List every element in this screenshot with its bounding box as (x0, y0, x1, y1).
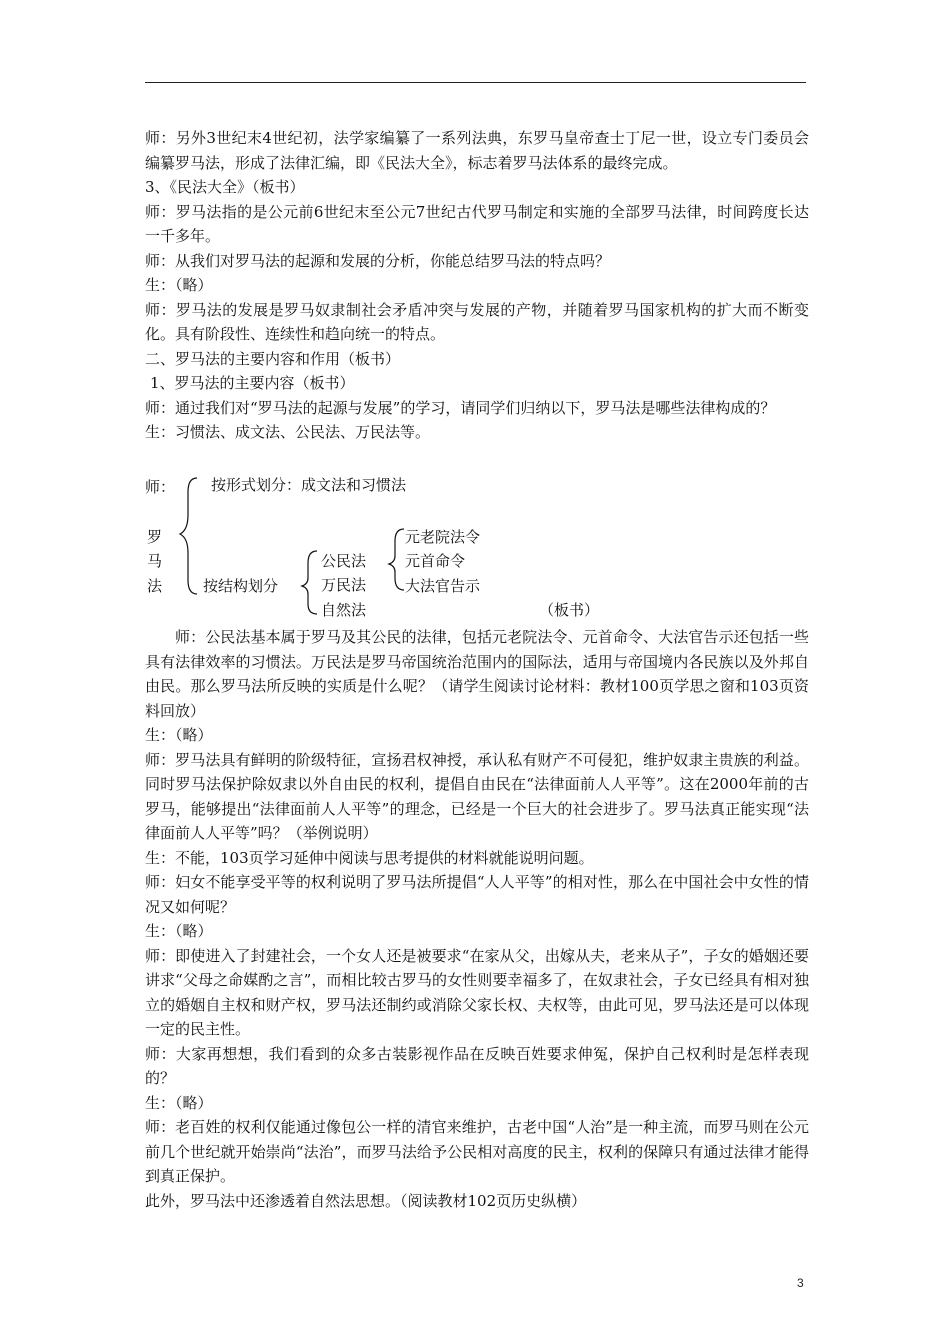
paragraph: 生：不能，103页学习延伸中阅读与思考提供的材料就能说明问题。 (145, 848, 594, 867)
diagram-speaker: 师： (145, 478, 176, 496)
section-heading: 二、罗马法的主要内容和作用（板书） (145, 349, 401, 368)
diagram-civil-item: 元首命令 (405, 552, 466, 570)
brace-civil (389, 529, 404, 590)
diagram-sub-item: 自然法 (321, 601, 367, 619)
diagram-board-note: （板书） (539, 601, 600, 619)
diagram-root-char: 法 (147, 577, 163, 595)
diagram-civil-item: 元老院法令 (405, 528, 481, 546)
paragraph: 师：另外3世纪末4世纪初，法学家编纂了一系列法典，东罗马皇帝查士丁尼一世，设立专门委员会编纂罗马法，形成了法律汇编，即《民法大全》，标志着罗马法体系的最终完成。 (145, 129, 809, 172)
diagram-root-char: 马 (147, 552, 163, 570)
paragraph: 生：（略） (145, 1093, 213, 1112)
paragraph: 师：罗马法指的是公元前6世纪末至公元7世纪古代罗马制定和实施的全部罗马法律，时间跨度长达一千多年。 (145, 202, 809, 245)
diagram-root-char: 罗 (147, 528, 163, 546)
diagram-by-form: 按形式划分：成文法和习惯法 (211, 476, 407, 494)
page-number: 3 (797, 1276, 804, 1290)
paragraph: 师：从我们对罗马法的起源和发展的分析，你能总结罗马法的特点吗？ (145, 251, 611, 270)
subsection-heading: 1、罗马法的主要内容（板书） (150, 374, 355, 392)
text-block-bottom (145, 625, 809, 1213)
paragraph: 生：（略） (145, 922, 213, 940)
paragraph: 师：即使进入了封建社会，一个女人还是被要求“在家从父，出嫁从夫，老来从子”，子女的婚姻还要讲求“父母之命媒酌之言”，而相比较古罗马的女性则要幸福多了，在奴隶社会，子女已经具有相对独立的婚姻自主权和财产权，罗马法还制约或消除父家长权、夫权等，由此可见，罗马法还是可以体现一定的民主性。 (145, 946, 809, 1038)
paragraph: 师：罗马法具有鲜明的阶级特征，宣扬君权神授，承认私有财产不可侵犯，维护奴隶主贵族的利益。同时罗马法保护除奴隶以外自由民的权利，提倡自由民在“法律面前人人平等”。这在2000年前的古罗马，能够提出“法律面前人人平等”的理念，已经是一个巨大的社会进步了。罗马法真正能实现“法律面前人人平等”吗？（举例说明） (145, 750, 809, 842)
paragraph: 师：妇女不能享受平等的权利说明了罗马法所提倡“人人平等”的相对性，那么在中国社会中女性的情况又如何呢？ (145, 873, 809, 916)
heading-civil-code: 3、《民法大全》（板书） (145, 178, 305, 196)
paragraph: 师：通过我们对“罗马法的起源与发展”的学习，请同学们归纳以下，罗马法是哪些法律构成的？ (145, 398, 776, 417)
brace-structure (302, 551, 317, 614)
paragraph: 师：大家再想想，我们看到的众多古装影视作品在反映百姓要求伸冤，保护自己权利时是怎样表现的？ (145, 1044, 809, 1087)
diagram-civil-item: 大法官告示 (405, 577, 481, 595)
paragraph: 此外，罗马法中还渗透着自然法思想。（阅读教材102页历史纵横） (145, 1191, 587, 1210)
paragraph: 生：（略） (145, 726, 213, 744)
paragraph: 生：习惯法、成文法、公民法、万民法等。 (145, 423, 431, 441)
brace-main (180, 478, 197, 594)
diagram-by-structure: 按结构划分 (203, 577, 279, 595)
diagram-sub-item: 万民法 (321, 576, 367, 594)
paragraph: 师：公民法基本属于罗马及其公民的法律，包括元老院法令、元首命令、大法官告示还包括一些具有法律效率的习惯法。万民法是罗马帝国统治范围内的国际法，适用与帝国境内各民族以及外邦自由民。那么罗马法所反映的实质是什么呢？（请学生阅读讨论材料：教材100页学思之窗和103页资料回放） (145, 628, 809, 720)
paragraph: 师：罗马法的发展是罗马奴隶制社会矛盾冲突与发展的产物，并随着罗马国家机构的扩大而不断变化。具有阶段性、连续性和趋向统一的特点。 (145, 300, 809, 343)
paragraph: 生：（略） (145, 276, 213, 294)
diagram-sub-item: 公民法 (321, 552, 367, 570)
paragraph: 师：老百姓的权利仅能通过像包公一样的清官来维护，古老中国“人治”是一种主流，而罗马则在公元前几个世纪就开始崇尚“法治”，而罗马法给予公民相对高度的民主，权利的保障只有通过法律才能得到真正保护。 (145, 1118, 809, 1185)
